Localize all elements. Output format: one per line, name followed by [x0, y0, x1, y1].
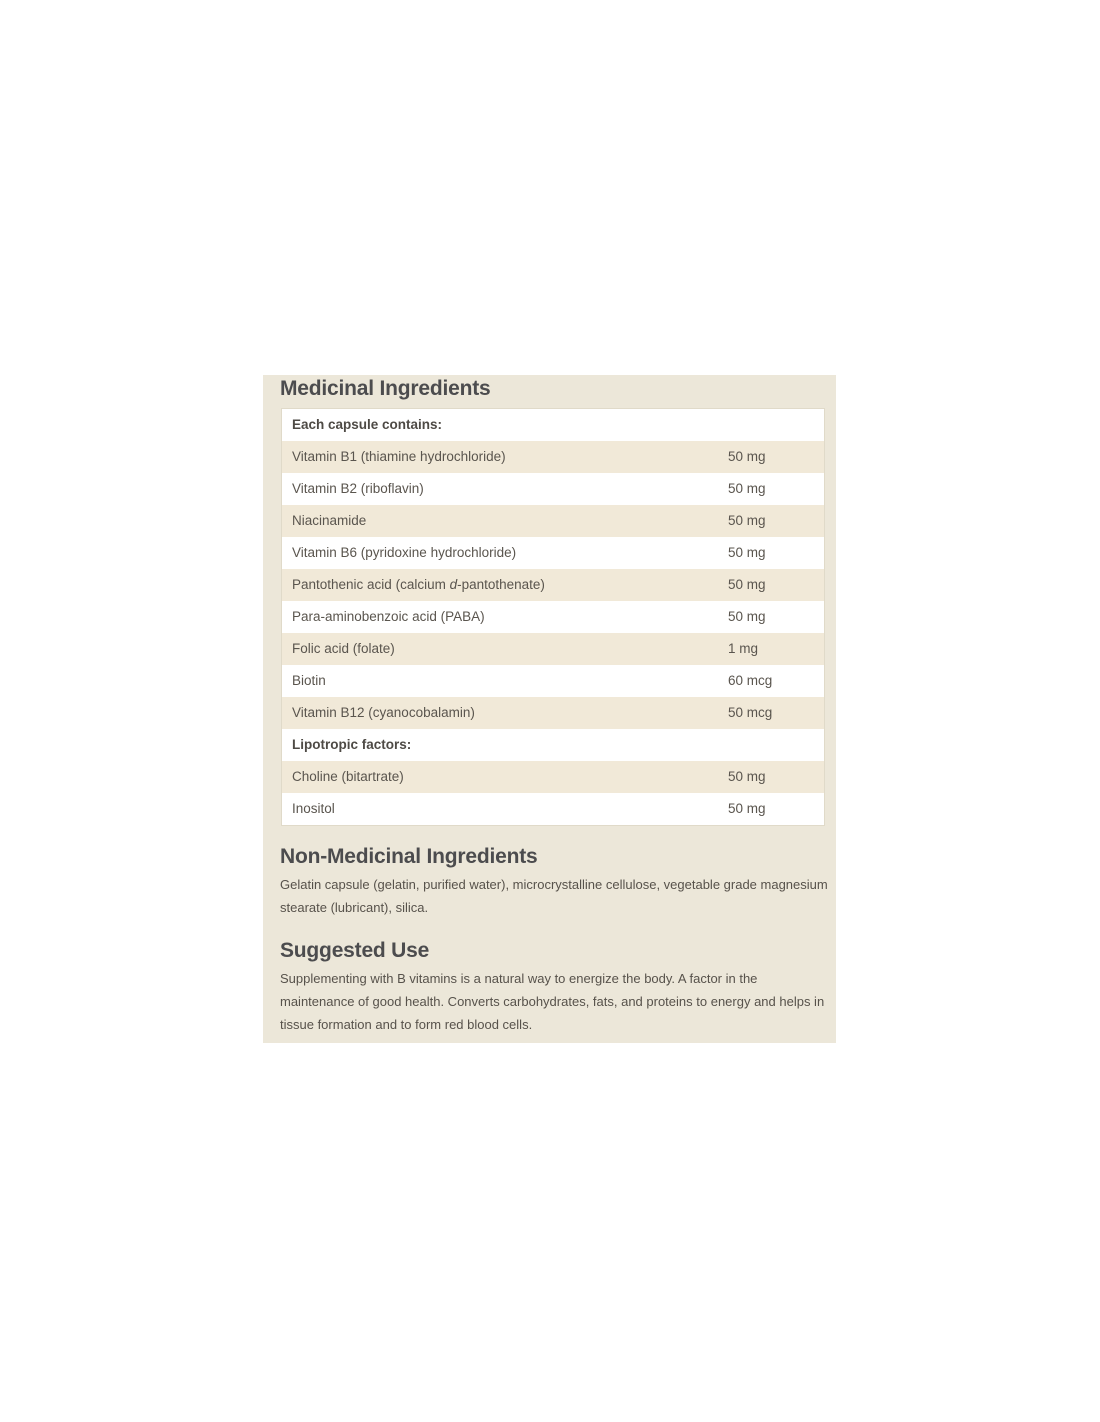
ingredient-label: Folic acid (folate) — [292, 641, 395, 656]
ingredients-table — [281, 408, 825, 826]
table-row — [282, 441, 824, 473]
ingredient-label: Vitamin B2 (riboflavin) — [292, 481, 424, 496]
table-row — [282, 665, 824, 697]
table-row — [282, 505, 824, 537]
ingredient-value: 50 mg — [728, 513, 766, 528]
suggested-use-body: Supplementing with B vitamins is a natural way to energize the body. A factor in the maintenance of good health. Converts carbohydrates, fats, and proteins to energy and helps in tissue formation and to form red blood cells. — [280, 971, 825, 1032]
ingredient-value: 50 mg — [728, 801, 766, 816]
ingredient-label: Choline (bitartrate) — [292, 769, 404, 784]
table-row — [282, 761, 824, 793]
ingredient-label: Niacinamide — [292, 513, 367, 528]
table-row — [282, 409, 824, 441]
ingredient-label: Para-aminobenzoic acid (PABA) — [292, 609, 485, 624]
ingredient-value: 50 mg — [728, 481, 766, 496]
medicinal-ingredients-heading: Medicinal Ingredients — [280, 377, 491, 400]
non-medicinal-ingredients-heading: Non-Medicinal Ingredients — [280, 845, 538, 868]
table-row — [282, 473, 824, 505]
ingredient-value: 1 mg — [728, 641, 759, 656]
table-row — [282, 537, 824, 569]
ingredient-label: Biotin — [292, 673, 326, 688]
suggested-use-heading: Suggested Use — [280, 939, 430, 962]
table-row — [282, 569, 824, 601]
ingredient-value: 50 mg — [728, 449, 766, 464]
ingredient-label: Inositol — [292, 801, 335, 816]
ingredient-label: Vitamin B12 (cyanocobalamin) — [292, 705, 475, 720]
ingredient-value: 50 mcg — [728, 705, 773, 720]
table-row — [282, 729, 824, 761]
ingredient-value: 50 mg — [728, 769, 766, 784]
ingredient-label: Vitamin B6 (pyridoxine hydrochloride) — [292, 545, 517, 560]
ingredient-label: Each capsule contains: — [292, 417, 443, 432]
ingredient-label: Lipotropic factors: — [292, 737, 412, 752]
ingredient-value: 50 mg — [728, 577, 766, 592]
ingredient-value: 60 mcg — [728, 673, 773, 688]
table-row — [282, 601, 824, 633]
table-row — [282, 697, 824, 729]
ingredient-value: 50 mg — [728, 545, 766, 560]
table-row — [282, 793, 824, 825]
ingredient-label: Pantothenic acid (calcium d-pantothenate) — [292, 577, 545, 592]
ingredient-value: 50 mg — [728, 609, 766, 624]
product-info-panel — [263, 375, 836, 1043]
non-medicinal-ingredients-body: Gelatin capsule (gelatin, purified water), microcrystalline cellulose, vegetable grade magnesium stearate (lubricant), silica. — [280, 877, 828, 915]
table-row — [282, 633, 824, 665]
ingredient-label: Vitamin B1 (thiamine hydrochloride) — [292, 449, 506, 464]
